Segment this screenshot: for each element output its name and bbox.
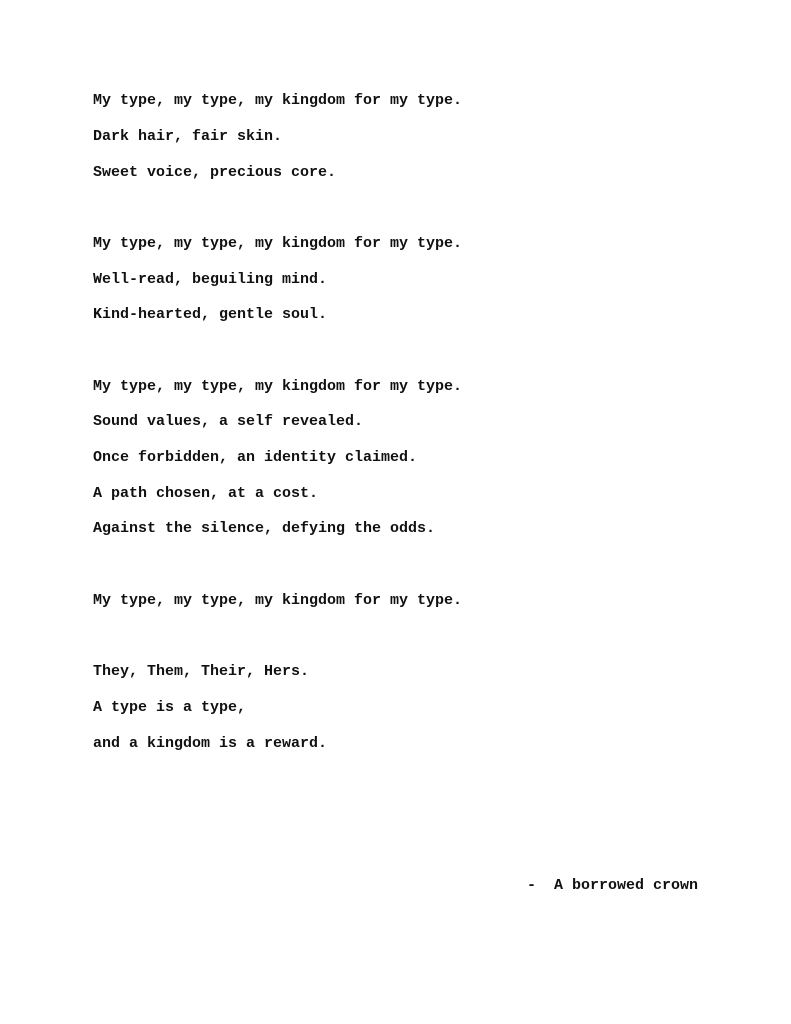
poem-line: A type is a type,: [93, 699, 247, 716]
poem-line: Dark hair, fair skin.: [93, 128, 283, 145]
poem-line: Kind-hearted, gentle soul.: [93, 306, 328, 323]
poem-line: My type, my type, my kingdom for my type.: [93, 235, 463, 252]
poem-line: They, Them, Their, Hers.: [93, 663, 310, 680]
poem-line: A path chosen, at a cost.: [93, 485, 319, 502]
poem-line: My type, my type, my kingdom for my type.: [93, 378, 463, 395]
poem-line: Well-read, beguiling mind.: [93, 271, 328, 288]
signature: - A borrowed crown: [527, 877, 699, 894]
poem-line: Once forbidden, an identity claimed.: [93, 449, 418, 466]
poem-line: My type, my type, my kingdom for my type.: [93, 592, 463, 609]
poem-line: and a kingdom is a reward.: [93, 735, 328, 752]
poem-line: Against the silence, defying the odds.: [93, 520, 436, 537]
poem-line: Sound values, a self revealed.: [93, 413, 364, 430]
poem-line: Sweet voice, precious core.: [93, 164, 337, 181]
poem-line: My type, my type, my kingdom for my type.: [93, 92, 463, 109]
